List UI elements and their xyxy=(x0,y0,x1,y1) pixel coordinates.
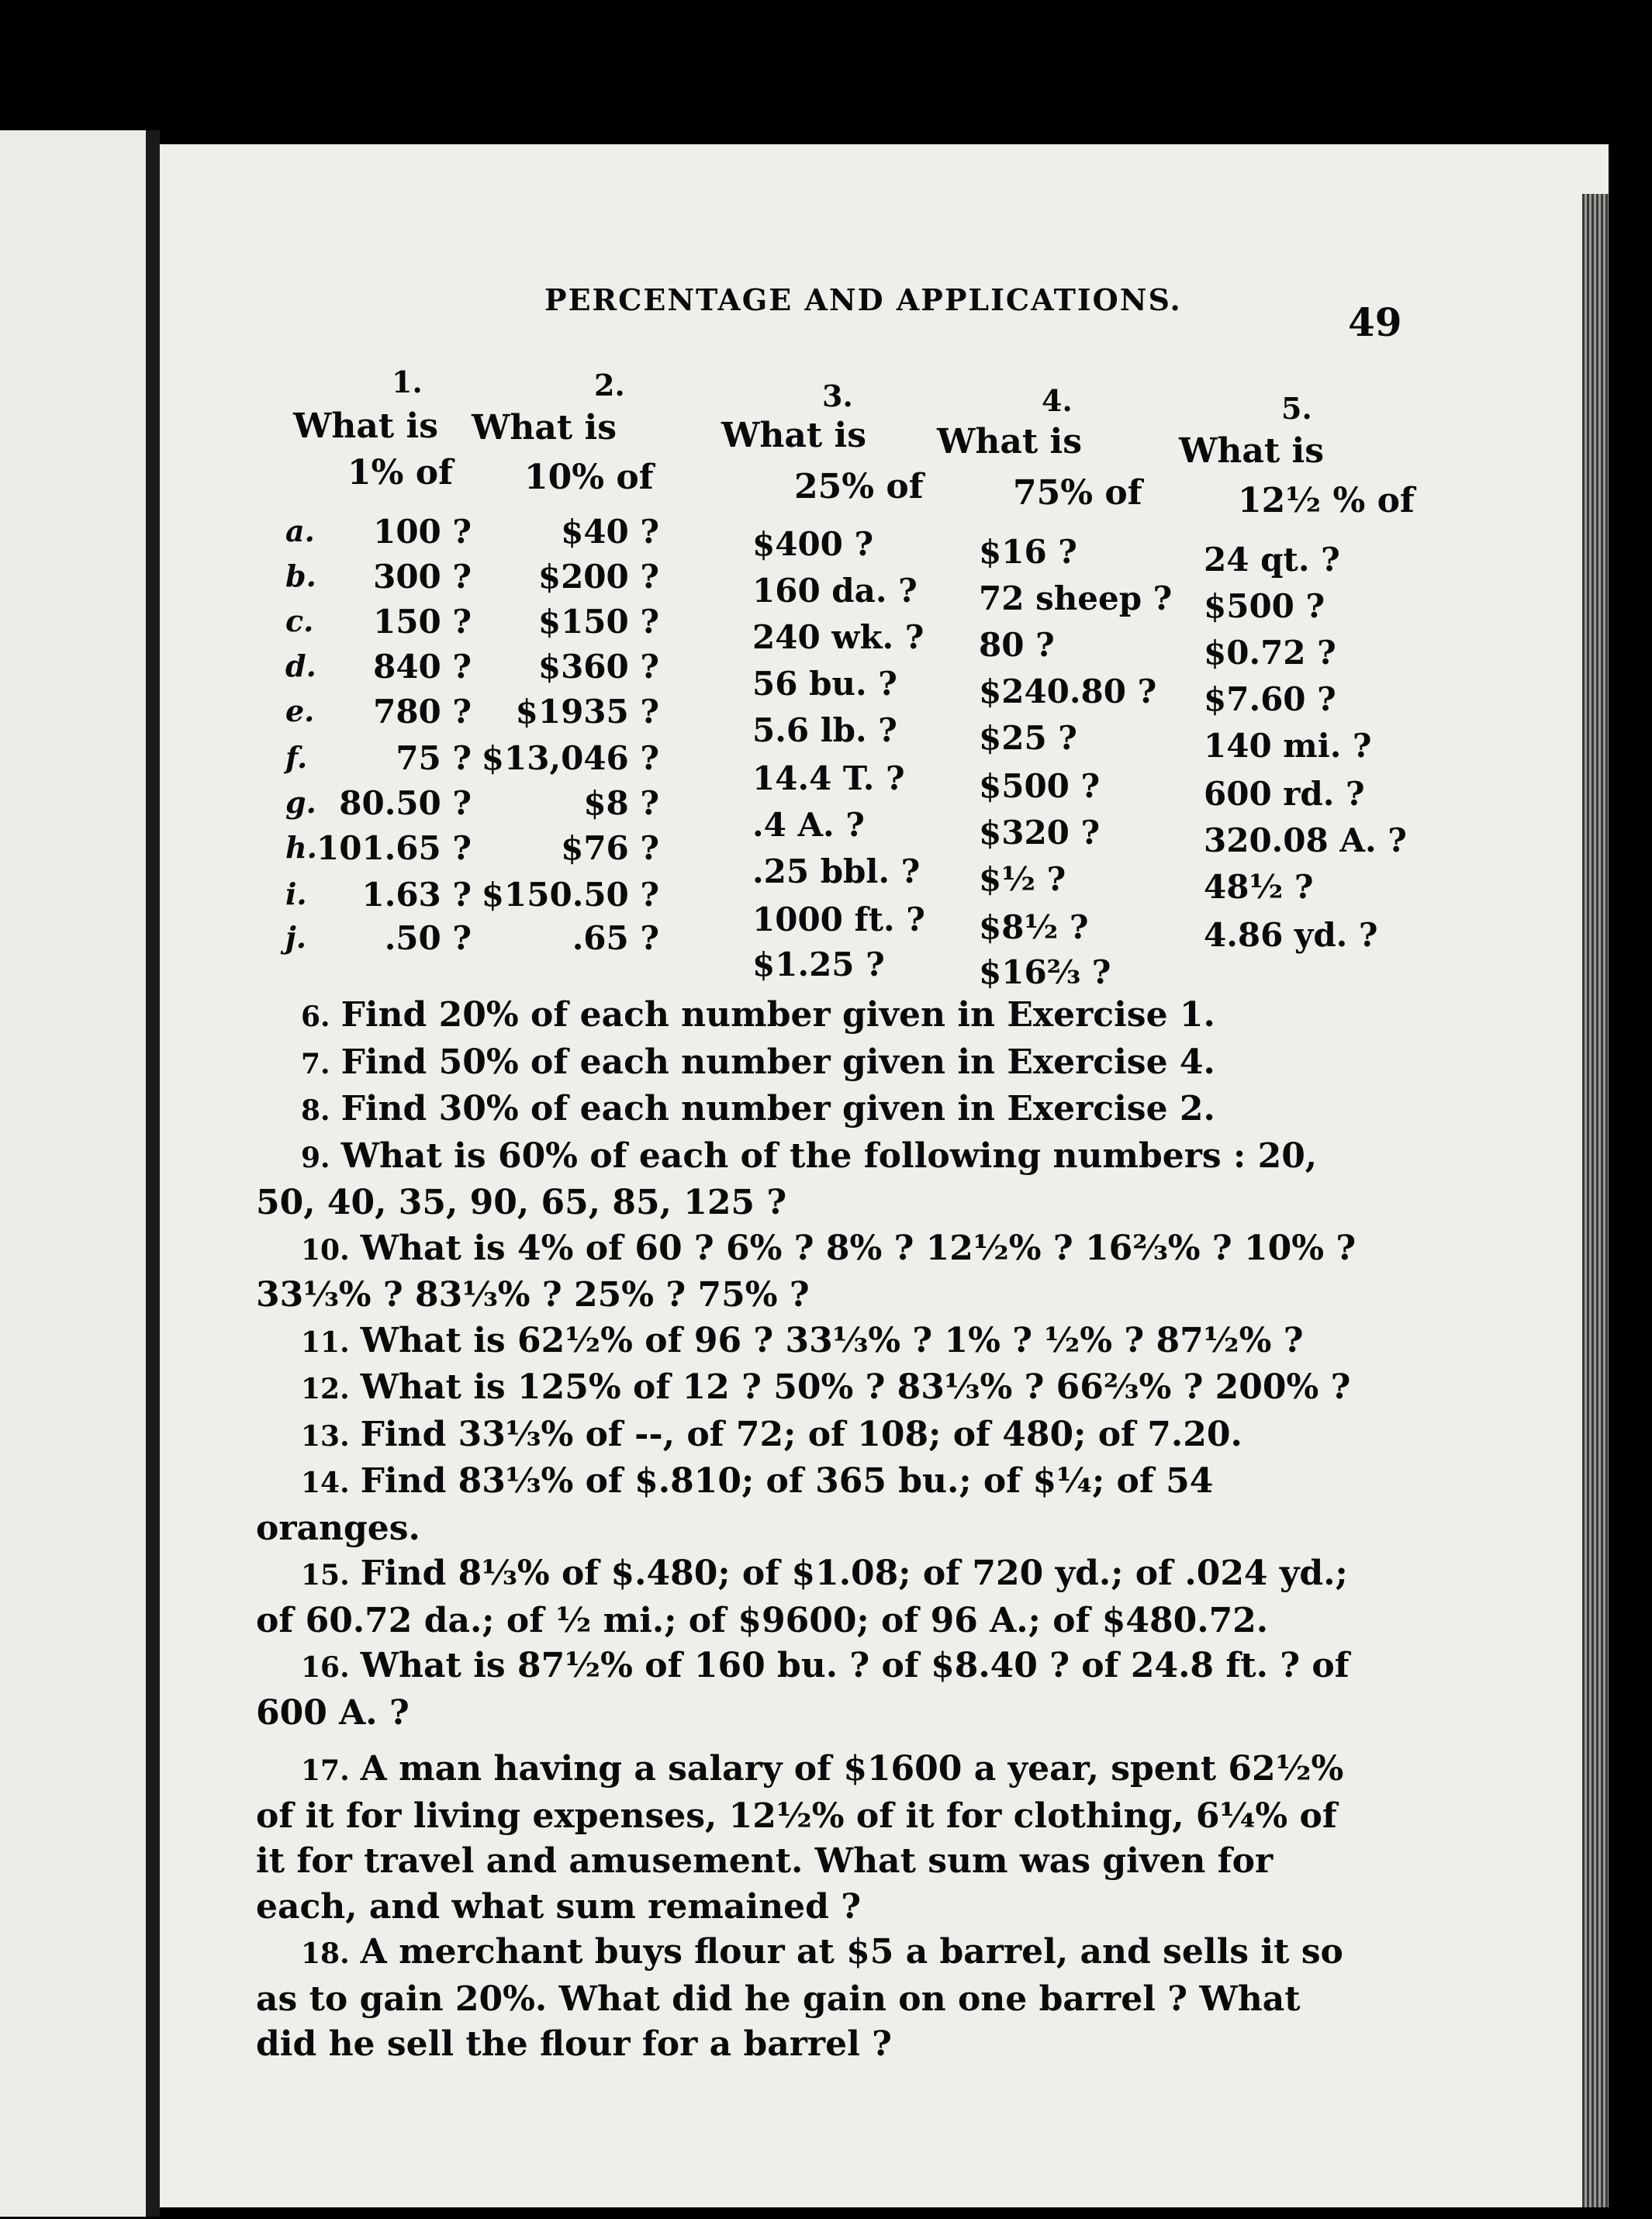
exercise-number: 3. xyxy=(822,378,853,413)
column-heading: What is xyxy=(1179,431,1325,471)
exercise-item: $200 ? xyxy=(537,558,659,596)
exercise-item: 5.6 lb. ? xyxy=(752,711,897,749)
exercise-item: 75 ? xyxy=(396,739,472,777)
exercise-item: $13,046 ? xyxy=(481,739,659,777)
problem-text: What is 125% of 12 ? 50% ? 83⅓% ? 66⅔% ? 200% ? xyxy=(360,1367,1351,1407)
row-letter: d. xyxy=(285,648,316,683)
problem-text: What is 60% of each of the following numbers : 20, 50, 40, 35, 90, 65, 85, 125 ? xyxy=(256,1135,1318,1222)
problem-number: 14. xyxy=(301,1467,350,1499)
problem-text: Find 33⅓% of --, of 72; of 108; of 480; of 7.20. xyxy=(360,1414,1242,1454)
exercise-item: 80.50 ? xyxy=(339,784,472,822)
row-letter: g. xyxy=(285,785,316,820)
left-page-edge xyxy=(0,130,146,2217)
exercise-item: $76 ? xyxy=(561,829,659,867)
exercise-item: 72 sheep ? xyxy=(979,579,1173,617)
problem-text: Find 8⅓% of $.480; of $1.08; of 720 yd.; of .024 yd.; of 60.72 da.; of ½ mi.; of $9600; of 96 A.; of $480.72. xyxy=(256,1554,1348,1640)
problem-item xyxy=(256,1551,1373,1644)
row-letter: c. xyxy=(285,603,314,638)
exercise-item: $500 ? xyxy=(1204,587,1325,625)
row-letter: b. xyxy=(285,558,316,593)
problem-number: 17. xyxy=(301,1754,350,1787)
problem-item xyxy=(256,1930,1373,2068)
exercise-item: 101.65 ? xyxy=(316,829,472,867)
exercise-item: $16 ? xyxy=(979,533,1077,571)
problem-text: A merchant buys flour at $5 a barrel, and sells it so as to gain 20%. What did he gain on one barrel ? What did he sell the flour for a barrel ? xyxy=(256,1932,1343,2064)
problem-number: 10. xyxy=(301,1233,350,1267)
exercise-item: $8 ? xyxy=(583,784,659,822)
exercise-item: $1.25 ? xyxy=(752,945,885,983)
problem-text: Find 50% of each number given in Exercise 4. xyxy=(340,1042,1215,1082)
exercise-item: 140 mi. ? xyxy=(1204,727,1372,765)
problem-number: 8. xyxy=(301,1094,330,1127)
exercise-item: $8½ ? xyxy=(979,908,1089,946)
exercise-item: 160 da. ? xyxy=(752,572,918,610)
running-head: PERCENTAGE AND APPLICATIONS. xyxy=(544,282,1182,317)
row-letter: f. xyxy=(285,740,308,775)
problem-text: What is 4% of 60 ? 6% ? 8% ? 12½% ? 16⅔% ? 10% ? 33⅓% ? 83⅓% ? 25% ? 75% ? xyxy=(256,1228,1357,1315)
problem-item xyxy=(256,1226,1373,1319)
problem-item xyxy=(256,1040,1373,1087)
exercise-item: 24 qt. ? xyxy=(1204,541,1340,579)
exercise-item: $400 ? xyxy=(752,525,874,563)
problem-number: 15. xyxy=(301,1559,350,1592)
row-letter: i. xyxy=(285,876,307,911)
exercise-item: $½ ? xyxy=(979,860,1066,898)
problem-number: 13. xyxy=(301,1419,350,1453)
exercise-number: 4. xyxy=(1042,383,1073,418)
page-gutter xyxy=(146,130,160,2217)
row-letter: h. xyxy=(285,830,317,865)
exercise-item: 1.63 ? xyxy=(361,876,472,914)
column-heading: What is xyxy=(721,416,867,455)
exercise-item: $500 ? xyxy=(979,767,1101,805)
problem-number: 16. xyxy=(301,1651,350,1684)
problem-item xyxy=(256,1087,1373,1134)
problem-number: 12. xyxy=(301,1373,350,1405)
exercise-number: 5. xyxy=(1281,391,1312,426)
page-edge-stack xyxy=(1582,194,1609,2207)
exercise-item: 300 ? xyxy=(373,558,472,596)
exercise-item: $150 ? xyxy=(537,603,659,641)
exercise-item: 100 ? xyxy=(373,513,472,551)
problem-number: 9. xyxy=(301,1141,330,1174)
problem-text: What is 87½% of 160 bu. ? of $8.40 ? of 24.8 ft. ? of 600 A. ? xyxy=(256,1646,1350,1733)
problem-text: Find 83⅓% of $.810; of 365 bu.; of $¼; of 54 oranges. xyxy=(256,1461,1214,1548)
problem-number: 7. xyxy=(301,1047,330,1080)
problem-text: Find 30% of each number given in Exercise 2. xyxy=(340,1089,1215,1129)
exercise-item: 48½ ? xyxy=(1204,868,1314,906)
exercise-item: .65 ? xyxy=(572,919,659,957)
problem-item xyxy=(256,1747,1373,1930)
problem-item xyxy=(256,993,1373,1040)
exercise-item: .25 bbl. ? xyxy=(752,852,921,890)
exercise-item: 1000 ft. ? xyxy=(752,900,925,938)
row-letter: j. xyxy=(285,920,306,955)
problem-number: 18. xyxy=(301,1937,350,1970)
exercise-item: $0.72 ? xyxy=(1204,634,1336,672)
exercise-item: .4 A. ? xyxy=(752,806,865,844)
exercise-item: .50 ? xyxy=(384,919,472,957)
exercise-item: $7.60 ? xyxy=(1204,680,1336,718)
column-heading: What is xyxy=(937,422,1083,461)
problem-item xyxy=(256,1319,1373,1366)
exercise-item: $1935 ? xyxy=(515,693,659,731)
exercise-item: 240 wk. ? xyxy=(752,618,924,656)
exercise-item: $40 ? xyxy=(561,513,659,551)
column-percent: 1% of xyxy=(347,453,454,493)
exercise-item: 150 ? xyxy=(373,603,472,641)
exercise-number: 2. xyxy=(594,368,625,403)
exercise-item: 4.86 yd. ? xyxy=(1204,916,1378,954)
problem-item xyxy=(256,1134,1373,1226)
problem-text: A man having a salary of $1600 a year, spent 62½% of it for living expenses, 12½% of it for clothing, 6¼% of it for travel and amusement. What sum was given for each, and what sum remained ? xyxy=(256,1749,1344,1927)
column-percent: 12½ % of xyxy=(1238,481,1415,520)
exercise-item: $320 ? xyxy=(979,814,1101,852)
problem-item xyxy=(256,1365,1373,1412)
row-letter: a. xyxy=(285,513,315,548)
column-percent: 25% of xyxy=(794,467,924,506)
exercise-item: $240.80 ? xyxy=(979,672,1157,710)
problem-number: 6. xyxy=(301,1001,330,1033)
problem-item xyxy=(256,1412,1373,1460)
exercise-number: 1. xyxy=(392,365,423,399)
column-percent: 75% of xyxy=(1013,473,1142,513)
exercise-item: $16⅔ ? xyxy=(979,953,1111,991)
problem-item xyxy=(256,1459,1373,1551)
problem-item xyxy=(256,1644,1373,1736)
exercise-item: 320.08 A. ? xyxy=(1204,821,1407,859)
column-heading: What is xyxy=(472,408,617,448)
exercise-item: 840 ? xyxy=(373,648,472,686)
problem-number: 11. xyxy=(301,1326,350,1359)
exercise-item: $360 ? xyxy=(537,648,659,686)
problem-text: Find 20% of each number given in Exercise 1. xyxy=(340,995,1215,1035)
exercise-item: $25 ? xyxy=(979,719,1077,757)
exercise-item: $150.50 ? xyxy=(481,876,659,914)
problem-text: What is 62½% of 96 ? 33⅓% ? 1% ? ½% ? 87½% ? xyxy=(360,1320,1304,1360)
column-percent: 10% of xyxy=(524,458,654,497)
problem-list xyxy=(256,993,1373,2068)
exercise-item: 56 bu. ? xyxy=(752,665,897,703)
exercise-item: 600 rd. ? xyxy=(1204,775,1365,813)
row-letter: e. xyxy=(285,693,315,728)
exercise-item: 14.4 T. ? xyxy=(752,759,905,797)
page-number: 49 xyxy=(1348,299,1402,345)
column-heading: What is xyxy=(293,406,439,446)
exercise-item: 780 ? xyxy=(373,693,472,731)
exercise-item: 80 ? xyxy=(979,626,1055,664)
